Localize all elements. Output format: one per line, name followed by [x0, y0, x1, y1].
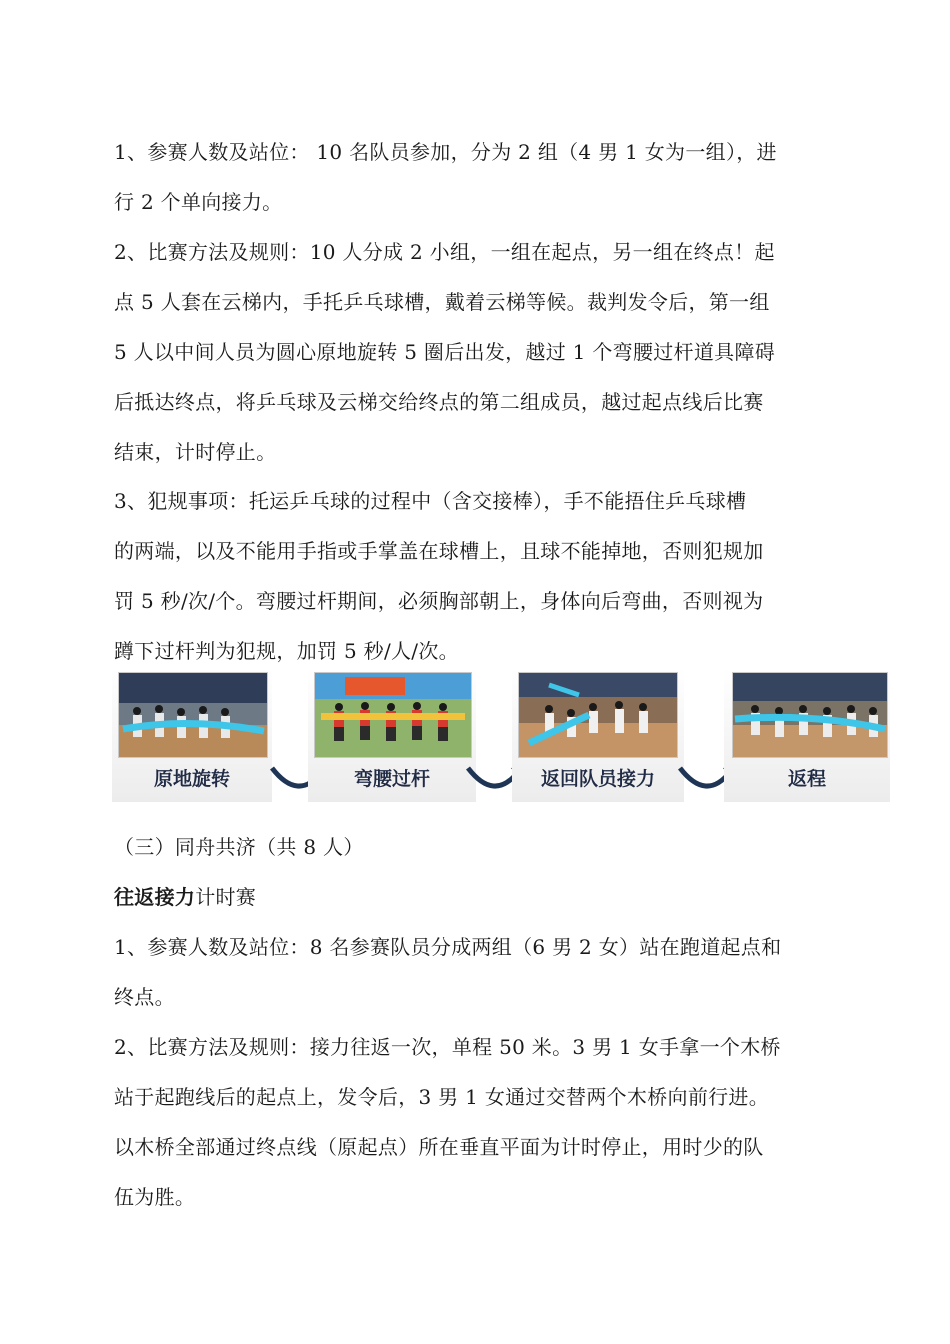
- flow-step-label: 弯腰过杆: [353, 768, 430, 790]
- rule-item-2-section3: [114, 1022, 834, 1222]
- photo-indoor-team: [118, 672, 268, 758]
- text-line: 后抵达终点，将乒乓球及云梯交给终点的第二组成员，越过起点线后比赛: [114, 390, 764, 414]
- flow-step-return-relay: [512, 668, 684, 802]
- rule-item-2: [114, 227, 834, 477]
- section-heading: （三）同舟共济（共 8 人）: [114, 835, 364, 859]
- text-line: 行 2 个单向接力。: [114, 190, 283, 214]
- text-line: 1、参赛人数及站位： 10 名队员参加，分为 2 组（4 男 1 女为一组），进: [114, 140, 777, 164]
- text-line: 1、参赛人数及站位：8 名参赛队员分成两组（6 男 2 女）站在跑道起点和: [114, 935, 782, 959]
- text-line: 以木桥全部通过终点线（原起点）所在垂直平面为计时停止，用时少的队: [114, 1135, 764, 1159]
- flow-step-label: 返回队员接力: [540, 768, 655, 790]
- photo-indoor-relay: [518, 672, 678, 758]
- photo-indoor-return: [732, 672, 888, 758]
- flow-step-label: 返程: [787, 768, 826, 790]
- photo-outdoor-team: [314, 672, 472, 758]
- text-line: 的两端，以及不能用手指或手掌盖在球槽上，且球不能掉地，否则犯规加: [114, 539, 764, 563]
- flow-step-bend-under-bar: [308, 668, 476, 802]
- text-line: 5 人以中间人员为圆心原地旋转 5 圈后出发，越过 1 个弯腰过杆道具障碍: [114, 340, 776, 364]
- text-line: 2、比赛方法及规则：10 人分成 2 小组，一组在起点，另一组在终点！起: [114, 240, 775, 264]
- rule-item-1-section3: [114, 922, 834, 1022]
- text-line: 2、比赛方法及规则：接力往返一次，单程 50 米。3 男 1 女手拿一个木桥: [114, 1035, 781, 1059]
- flow-step-label: 原地旋转: [153, 768, 230, 790]
- text-line: 3、犯规事项：托运乒乓球的过程中（含交接棒），手不能捂住乒乓球槽: [114, 489, 747, 513]
- text-line: 点 5 人套在云梯内，手托乒乓球槽，戴着云梯等候。裁判发令后，第一组: [114, 290, 770, 314]
- event-subtitle: [114, 872, 834, 922]
- rule-item-3: [114, 476, 834, 676]
- section-title: [114, 822, 834, 872]
- rule-item-1: [114, 127, 834, 227]
- flow-step-return-trip: [724, 668, 890, 802]
- text-line: 伍为胜。: [114, 1185, 196, 1209]
- text-line: 蹲下过杆判为犯规，加罚 5 秒/人/次。: [114, 639, 459, 663]
- event-name: [114, 872, 834, 922]
- text-line: 终点。: [114, 985, 175, 1009]
- text-line: 罚 5 秒/次/个。弯腰过杆期间，必须胸部朝上，身体向后弯曲，否则视为: [114, 589, 764, 613]
- flow-step-spin: [112, 668, 272, 802]
- event-name-rest: 计时赛: [195, 885, 257, 909]
- text-line: 站于起跑线后的起点上，发令后，3 男 1 女通过交替两个木桥向前行进。: [114, 1085, 770, 1109]
- process-flow-diagram: [112, 668, 890, 802]
- text-line: 结束，计时停止。: [114, 440, 277, 464]
- event-name-bold: 往返接力: [114, 885, 196, 909]
